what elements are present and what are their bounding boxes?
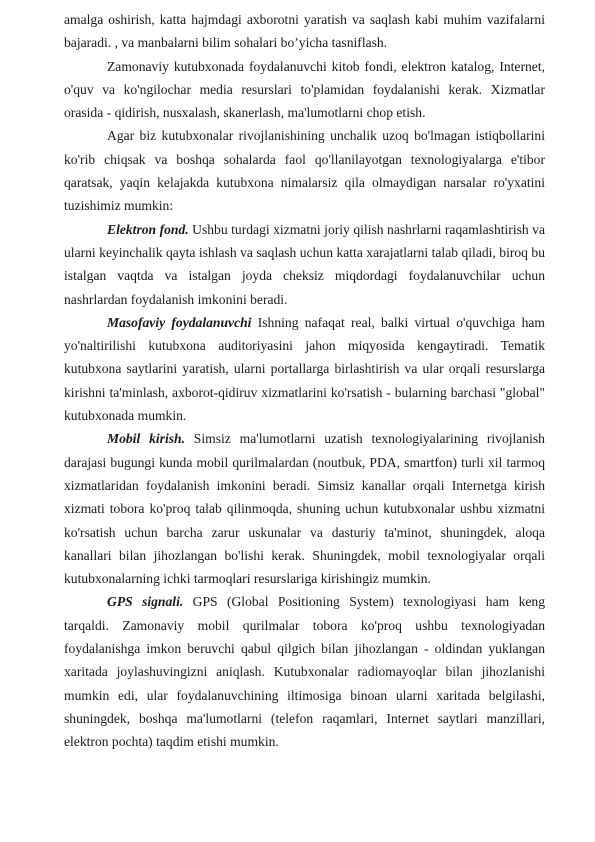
paragraph-gps-signal bbox=[64, 590, 545, 753]
paragraph-text: Ishning nafaqat real, balki virtual o'quvchiga ham yo'naltirilishi kutubxona auditoriyasini jahon miqyosida kengaytiradi. Tematik kutubxona saytlarini yaratish, ularni portallarga birlashtirish va ular orqali resurslarga kirishni ta'minlash, axborot-qidiruv xizmatlarini ko'rsatish - bularning barchasi "global" kutubxonada mumkin. bbox=[64, 314, 545, 424]
term-heading: Mobil kirish. bbox=[107, 431, 185, 447]
paragraph-prospects bbox=[64, 124, 545, 217]
paragraph-text: Zamonaviy kutubxonada foydalanuvchi kitob fondi, elektron katalog, Internet, o'quv va ko'ngilochar media resurslari to'plamidan foydalanishi kerak. Xizmatlar orasida - qidirish, nusxalash, skanerlash, ma'lumotlarni chop etish. bbox=[64, 58, 545, 121]
paragraph-electronic-fund bbox=[64, 218, 545, 311]
paragraph-text: Agar biz kutubxonalar rivojlanishining unchalik uzoq bo'lmagan istiqbollarini ko'rib chiqsak va boshqa sohalarda faol qo'llanilayotgan texnologiyalarga e'tibor qaratsak, yaqin kelajakda kutubxona nimalarsiz qila olmaydigan narsalar ro'yxatini tuzishimiz mumkin: bbox=[64, 128, 545, 214]
paragraph-mobile-access bbox=[64, 427, 545, 590]
term-heading: Elektron fond. bbox=[107, 221, 189, 237]
paragraph-text: GPS (Global Positioning System) texnologiyasi ham keng tarqaldi. Zamonaviy mobil qurilmalar tobora ko'proq ushbu texnologiyadan foydalanishga imkon beruvchi qabul qilgich bilan jihozlangan - oldindan yuklangan xaritada joylashuvingizni aniqlash. Kutubxonalar radiomayoqlar bilan jihozlanishi mumkin edi, ular foydalanuvchining iltimosiga binoan ularni xaritada belgilashi, shuningdek, boshqa ma'lumotlarni (telefon raqamlari, Internet saytlari manzillari, elektron pochta) taqdim etishi mumkin. bbox=[64, 594, 545, 750]
paragraph-text: Simsiz ma'lumotlarni uzatish texnologiyalarining rivojlanish darajasi bugungi kunda mobil qurilmalardan (noutbuk, PDA, smartfon) turli xil tarmoq xizmatlaridan foydalanish imkonini beradi. Simsiz kanallar orqali Internetga kirish xizmati tobora ko'proq talab qilinmoqda, shuning uchun kutubxonalar ushbu xizmatni ko'rsatish uchun barcha zarur uskunalar va dasturiy ta'minot, shuningdek, aloqa kanallari bilan jihozlangan bo'lishi kerak. Shuningdek, mobil texnologiyalar orqali kutubxonalarning ichki tarmoqlari resurslariga kirishingiz mumkin. bbox=[64, 431, 545, 587]
term-heading: GPS signali. bbox=[107, 594, 184, 610]
document-page bbox=[64, 8, 545, 754]
paragraph-text: amalga oshirish, katta hajmdagi axborotni yaratish va saqlash kabi muhim vazifalarni bajaradi. , va manbalarni bilim sohalari bo’yicha tasniflash. bbox=[64, 12, 545, 51]
paragraph-modern-library bbox=[64, 55, 545, 125]
paragraph-text: Ushbu turdagi xizmatni joriy qilish nashrlarni raqamlashtirish va ularni keyinchalik qayta ishlash va saqlash uchun katta xarajatlarni talab qiladi, biroq bu istalgan vaqtda va istalgan joyda cheksiz miqdordagi foydalanuvchilar uchun nashrlardan foydalanish imkonini beradi. bbox=[64, 221, 546, 307]
term-heading: Masofaviy foydalanuvchi bbox=[107, 314, 252, 330]
paragraph-intro-continuation bbox=[64, 8, 545, 55]
paragraph-remote-user bbox=[64, 311, 545, 427]
